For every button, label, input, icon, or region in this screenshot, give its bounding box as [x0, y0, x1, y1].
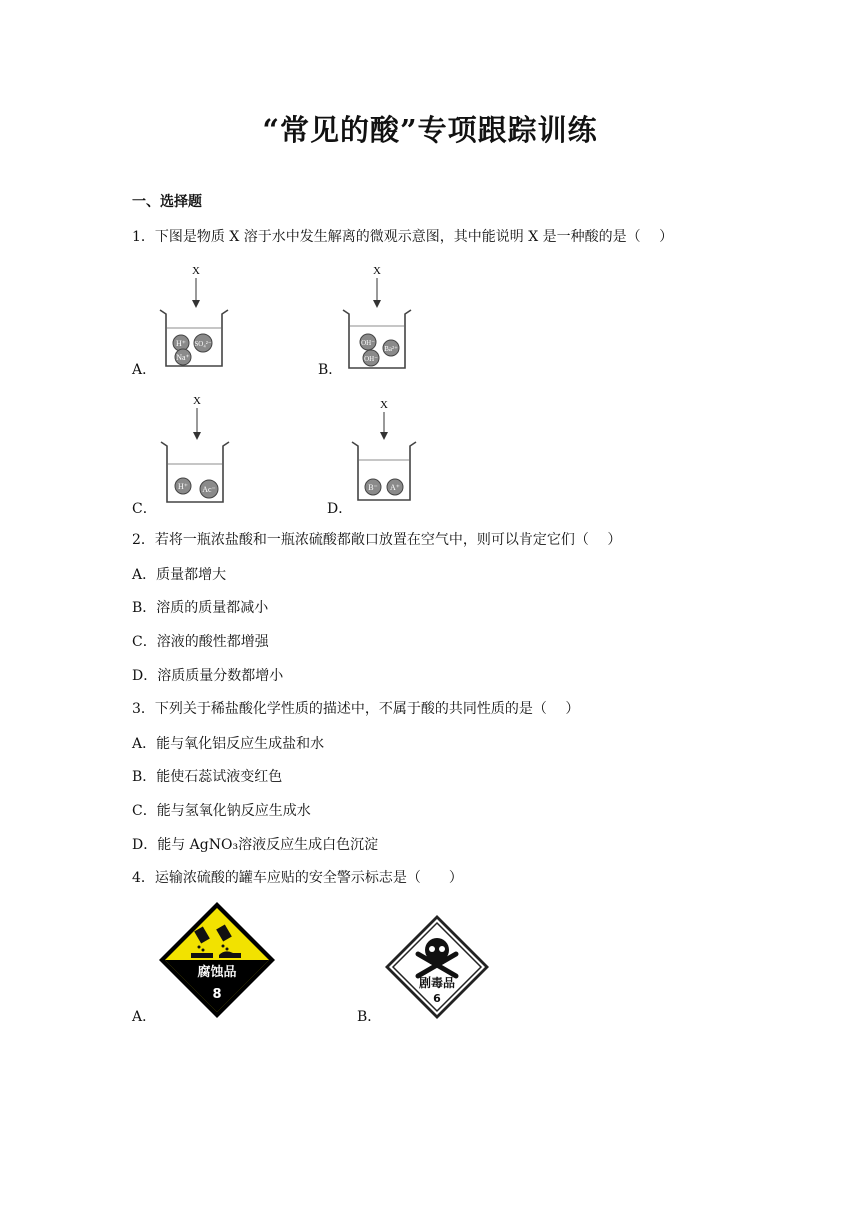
- q4-option-b-label: B．: [357, 1009, 382, 1025]
- q1-option-d-beaker-diagram: [348, 396, 428, 508]
- q2-option-a: A．质量都增大: [132, 567, 227, 583]
- reagent-x-label: X: [380, 399, 388, 411]
- sign-label: 剧毒品: [418, 976, 456, 990]
- q1-option-c-beaker-diagram: [155, 392, 245, 508]
- corrosive-hazard-sign: [157, 900, 277, 1020]
- q3-option-d: D．能与 AgNO₃溶液反应生成白色沉淀: [132, 837, 379, 853]
- q1-option-b-beaker-diagram: [335, 262, 425, 374]
- q4-option-a-label: A．: [132, 1009, 157, 1025]
- hazard-class-number: 8: [212, 987, 222, 1002]
- q3-option-b: B．能使石蕊试液变红色: [132, 769, 283, 785]
- page-title: “常见的酸”专项跟踪训练: [262, 113, 598, 147]
- reagent-x-label: X: [373, 265, 381, 277]
- hazard-class-number: 6: [433, 992, 441, 1005]
- q2-option-c: C．溶液的酸性都增强: [132, 634, 269, 650]
- question-3-text: 3．下列关于稀盐酸化学性质的描述中，不属于酸的共同性质的是（ ）: [132, 701, 580, 717]
- q1-option-c-label: C．: [132, 501, 157, 517]
- question-4-text: 4．运输浓硫酸的罐车应贴的安全警示标志是（ ）: [132, 870, 463, 886]
- sign-label: 腐蚀品: [197, 965, 237, 980]
- q2-option-d: D．溶质质量分数都增小: [132, 668, 284, 684]
- q3-option-c: C．能与氢氧化钠反应生成水: [132, 803, 311, 819]
- ion-label: H⁺: [178, 482, 188, 491]
- q1-option-a-beaker-diagram: [150, 262, 240, 374]
- ion-label: OH⁻: [364, 355, 378, 363]
- toxic-hazard-sign: [384, 914, 490, 1020]
- reagent-x-label: X: [192, 265, 200, 277]
- ion-label: SO₄²⁻: [194, 340, 212, 348]
- ion-label: Na⁺: [176, 353, 190, 362]
- ion-label: Ba²⁺: [384, 345, 398, 353]
- q1-option-d-label: D．: [327, 501, 353, 517]
- ion-label: H⁺: [176, 339, 186, 348]
- question-1-text: 1．下图是物质 X 溶于水中发生解离的微观示意图，其中能说明 X 是一种酸的是（ ）: [132, 229, 674, 245]
- ion-label: OH⁻: [361, 339, 375, 347]
- q2-option-b: B．溶质的质量都减小: [132, 600, 269, 616]
- section-heading: 一、选择题: [132, 194, 202, 210]
- q1-option-a-label: A．: [132, 362, 157, 378]
- reagent-x-label: X: [193, 395, 201, 407]
- ion-label: B⁻: [368, 483, 378, 492]
- question-2-text: 2．若将一瓶浓盐酸和一瓶浓硫酸都敞口放置在空气中，则可以肯定它们（ ）: [132, 532, 622, 548]
- q3-option-a: A．能与氧化铝反应生成盐和水: [132, 736, 325, 752]
- q1-option-b-label: B．: [318, 362, 343, 378]
- ion-label: A⁺: [390, 483, 400, 492]
- ion-label: Ac⁻: [202, 485, 216, 494]
